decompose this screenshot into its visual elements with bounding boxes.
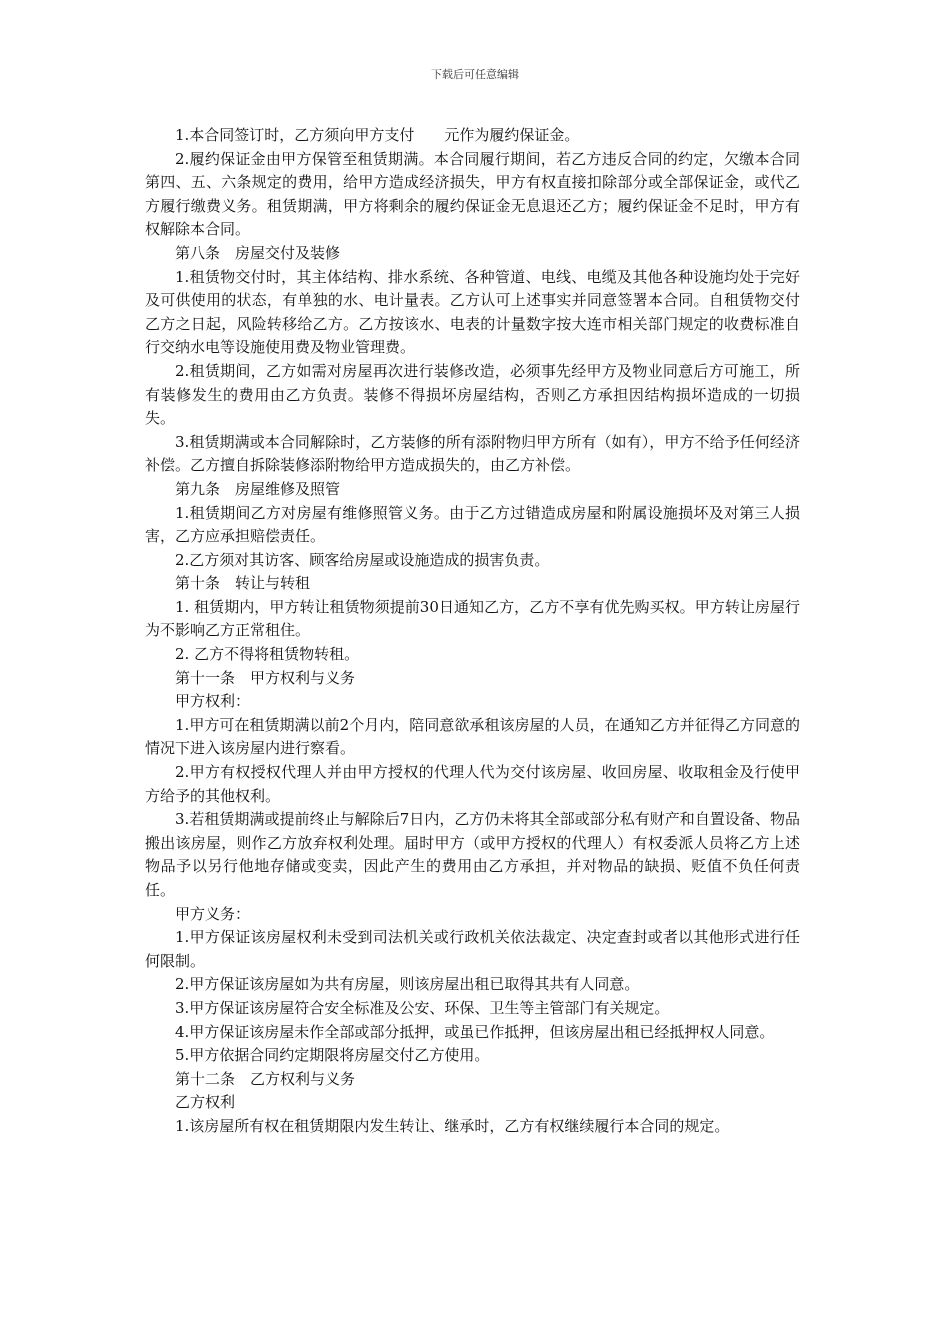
- paragraph-transfer: 1. 租赁期内，甲方转让租赁物须提前30日通知乙方，乙方不享有优先购买权。甲方转让房屋行为不影响乙方正常租住。: [145, 597, 800, 640]
- paragraph-renovation: 2.租赁期间，乙方如需对房屋再次进行装修改造，必须事先经甲方及物业同意后方可施工，所有装修发生的费用由乙方负责。装修不得损坏房屋结构，否则乙方承担因结构损坏造成的一切损失。: [145, 361, 800, 428]
- paragraph-a-duty-2: 2.甲方保证该房屋如为共有房屋，则该房屋出租已取得其共有人同意。: [175, 975, 640, 994]
- paragraph-visitor-damage: 2.乙方须对其访客、顾客给房屋或设施造成的损害负责。: [175, 550, 550, 569]
- paragraph-a-duty-3: 3.甲方保证该房屋符合安全标准及公安、环保、卫生等主管部门有关规定。: [175, 998, 670, 1017]
- paragraph-a-right-1: 1.甲方可在租赁期满以前2个月内，陪同意欲承租该房屋的人员，在通知乙方并征得乙方同意的情况下进入该房屋内进行察看。: [145, 715, 800, 758]
- paragraph-b-right-1: 1.该房屋所有权在租赁期限内发生转让、继承时，乙方有权继续履行本合同的规定。: [175, 1116, 730, 1135]
- section-heading-11: 第十一条 甲方权利与义务: [175, 668, 356, 687]
- paragraph-maintenance-duty: 1.租赁期间乙方对房屋有维修照管义务。由于乙方过错造成房屋和附属设施损坏及对第三人损害，乙方应承担赔偿责任。: [145, 503, 800, 546]
- section-heading-12: 第十二条 乙方权利与义务: [175, 1069, 356, 1088]
- section-heading-9: 第九条 房屋维修及照管: [175, 479, 341, 498]
- page-header-note: 下载后可任意编辑: [431, 68, 519, 81]
- section-heading-10: 第十条 转让与转租: [175, 574, 311, 593]
- paragraph-delivery-condition: 1.租赁物交付时，其主体结构、排水系统、各种管道、电线、电缆及其他各种设施均处于完好及可供使用的状态，有单独的水、电计量表。乙方认可上述事实并同意签署本合同。自租赁物交付乙方之日起，风险转移给乙方。乙方按该水、电表的计量数字按大连市相关部门规定的收费标准自行交纳水电等设施使用费及物业管理费。: [145, 267, 800, 357]
- paragraph-a-right-3: 3.若租赁期满或提前终止与解除后7日内，乙方仍未将其全部或部分私有财产和自置设备、物品搬出该房屋，则作乙方放弃权利处理。届时甲方（或甲方授权的代理人）有权委派人员将乙方上述物品予以另行他地存储或变卖，因此产生的费用由乙方承担，并对物品的缺损、贬值不负任何责任。: [145, 810, 800, 899]
- paragraph-deposit-payment: 1.本合同签订时，乙方须向甲方支付 元作为履约保证金。: [175, 126, 580, 144]
- subheading-party-a-rights: 甲方权利：: [175, 692, 251, 711]
- paragraph-sublease: 2. 乙方不得将租赁物转租。: [175, 645, 360, 664]
- document-body: [145, 124, 800, 1139]
- paragraph-a-duty-5: 5.甲方依据合同约定期限将房屋交付乙方使用。: [175, 1046, 490, 1065]
- paragraph-deposit-custody: 2.履约保证金由甲方保管至租赁期满。本合同履行期间，若乙方违反合同的约定，欠缴本合同第四、五、六条规定的费用，给甲方造成经济损失，甲方有权直接扣除部分或全部保证金，或代乙方履行缴费义务。租赁期满，甲方将剩余的履约保证金无息退还乙方；履约保证金不足时，甲方有权解除本合同。: [145, 149, 800, 239]
- subheading-party-a-obligations: 甲方义务：: [175, 904, 251, 923]
- paragraph-a-duty-1: 1.甲方保证该房屋权利未受到司法机关或行政机关依法裁定、决定查封或者以其他形式进行任何限制。: [145, 928, 800, 970]
- paragraph-a-duty-4: 4.甲方保证该房屋未作全部或部分抵押，或虽已作抵押，但该房屋出租已经抵押权人同意。: [175, 1022, 775, 1041]
- subheading-party-b-rights: 乙方权利: [175, 1093, 236, 1112]
- paragraph-a-right-2: 2.甲方有权授权代理人并由甲方授权的代理人代为交付该房屋、收回房屋、收取租金及行使甲方给予的其他权利。: [145, 763, 800, 805]
- section-heading-8: 第八条 房屋交付及装修: [175, 243, 341, 262]
- paragraph-fixtures: 3.租赁期满或本合同解除时，乙方装修的所有添附物归甲方所有（如有），甲方不给予任何经济补偿。乙方擅自拆除装修添附物给甲方造成损失的，由乙方补偿。: [145, 432, 800, 475]
